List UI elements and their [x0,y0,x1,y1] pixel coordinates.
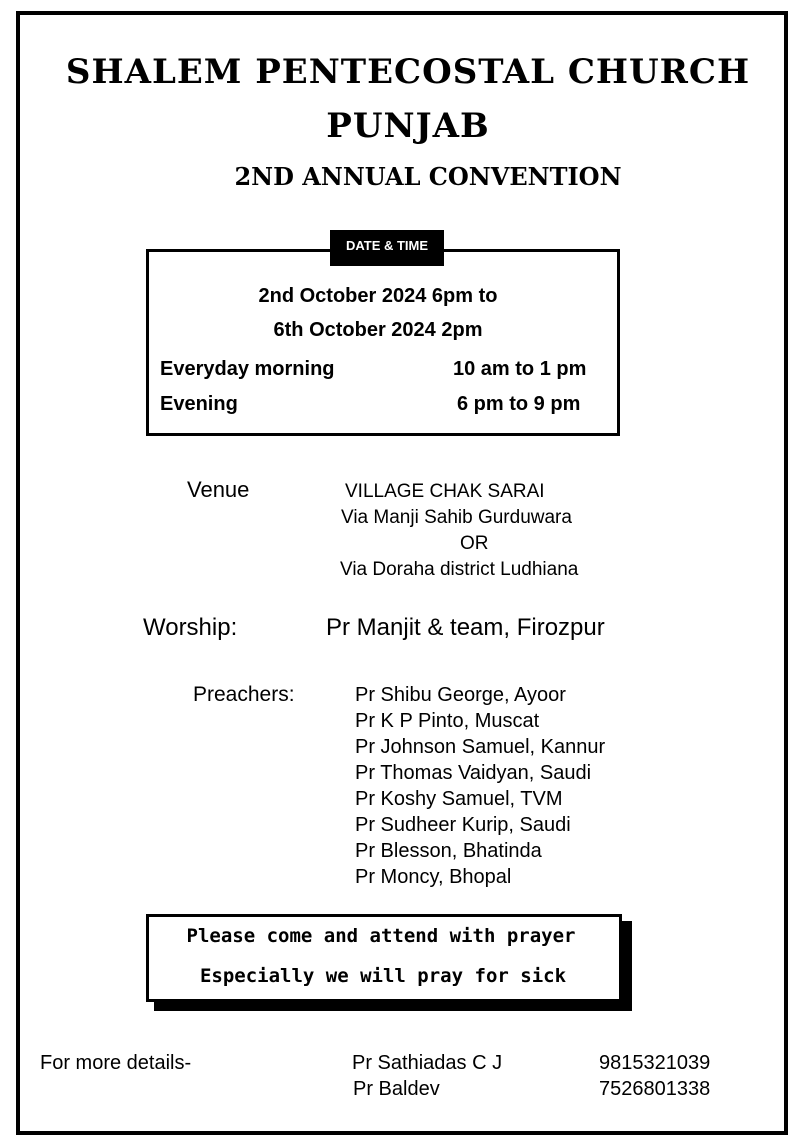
contact-name: Pr Baldev [353,1078,440,1100]
venue-line: OR [460,533,489,554]
date-to: 6th October 2024 2pm [273,319,483,341]
preacher-name: Pr Shibu George, Ayoor [355,684,566,706]
morning-label: Everyday morning [160,358,335,380]
church-region: PUNJAB [326,106,490,146]
note-line: Please come and attend with prayer [186,925,576,947]
preachers-label: Preachers: [193,683,295,706]
preacher-name: Pr K P Pinto, Muscat [355,710,540,732]
preacher-name: Pr Johnson Samuel, Kannur [355,736,606,758]
worship-label: Worship: [143,614,238,641]
venue-line: Via Manji Sahib Gurduwara [341,507,572,528]
morning-time: 10 am to 1 pm [453,358,587,380]
contact-phone: 9815321039 [599,1052,711,1074]
church-name: SHALEM PENTECOSTAL CHURCH [65,52,751,92]
worship-value: Pr Manjit & team, Firozpur [326,614,605,641]
preacher-name: Pr Blesson, Bhatinda [355,840,542,862]
contact-name: Pr Sathiadas C J [352,1052,503,1074]
date-from: 2nd October 2024 6pm to [258,285,498,307]
contact-label: For more details- [40,1052,192,1074]
convention-title: 2ND ANNUAL CONVENTION [234,162,622,191]
venue-line: VILLAGE CHAK SARAI [345,481,545,502]
preacher-name: Pr Sudheer Kurip, Saudi [355,814,571,836]
preacher-name: Pr Moncy, Bhopal [355,866,512,888]
preacher-name: Pr Thomas Vaidyan, Saudi [355,762,592,784]
date-time-tag: DATE & TIME [330,230,444,266]
evening-time: 6 pm to 9 pm [457,393,581,415]
preacher-name: Pr Koshy Samuel, TVM [355,788,563,810]
venue-line: Via Doraha district Ludhiana [340,559,579,580]
evening-label: Evening [160,393,238,415]
note-line: Especially we will pray for sick [199,965,567,987]
venue-label: Venue [187,477,250,502]
contact-phone: 7526801338 [599,1078,711,1100]
